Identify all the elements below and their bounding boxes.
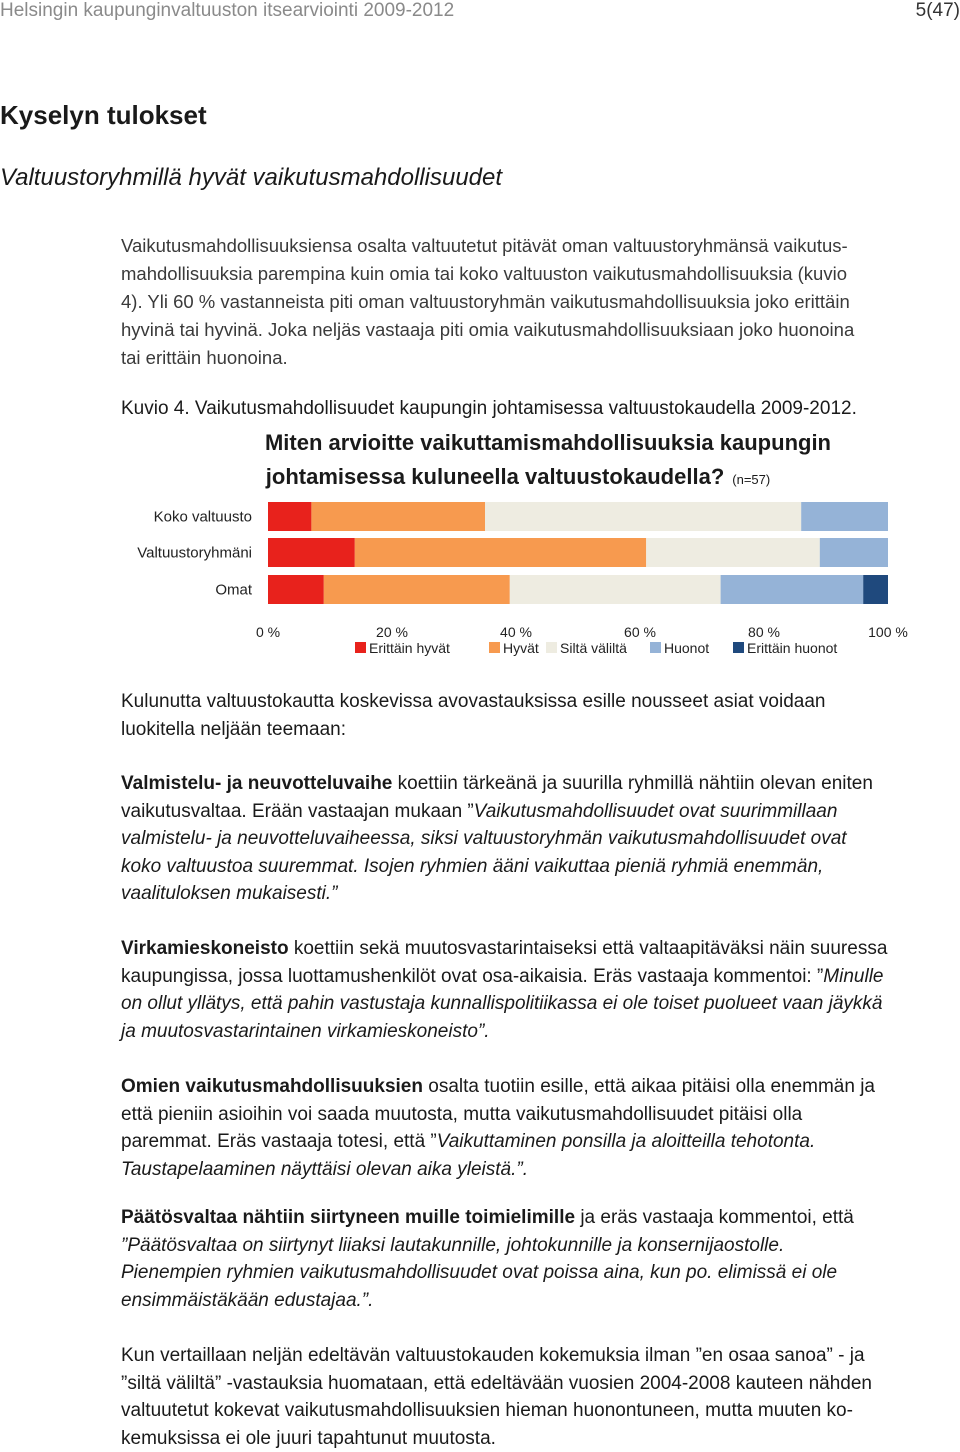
theme-line	[121, 935, 956, 963]
category-label: Omat	[215, 582, 253, 599]
x-tick-label: 80 %	[748, 624, 780, 640]
bar-segment	[268, 538, 355, 567]
legend-swatch	[733, 642, 744, 653]
theme-title: Omien vaikutusmahdollisuuksien	[121, 1076, 423, 1097]
theme-text: ja eräs vastaaja kommentoi, että	[575, 1207, 854, 1228]
category-label: Valtuustoryhmäni	[137, 545, 252, 562]
theme-text: koettiin sekä muutosvastarintaiseksi että valtaapitäväksi näin suuressa	[289, 938, 888, 959]
bars	[268, 502, 888, 604]
theme-title: Virkamieskoneisto	[121, 938, 289, 959]
page-number: 5(47)	[916, 0, 960, 22]
stacked-bar-chart	[0, 420, 960, 670]
x-tick-label: 100 %	[868, 624, 908, 640]
theme-line	[121, 1156, 956, 1184]
x-tick-label: 60 %	[624, 624, 656, 640]
theme-line	[121, 1204, 956, 1232]
closing-paragraph	[121, 1342, 956, 1452]
bar-segment	[311, 502, 485, 531]
closing-line: kemuksissa ei ole juuri tapahtunut muutosta.	[121, 1425, 956, 1452]
theme-quote: koko valtuustoa suuremmat. Isojen ryhmien ääni vaikuttaa pieniä ryhmiä enemmän,	[121, 856, 823, 877]
bar-segment	[721, 575, 864, 604]
subsection-heading: Valtuustoryhmillä hyvät vaikutusmahdollisuudet	[0, 164, 502, 192]
category-labels	[137, 509, 253, 599]
theme-line	[121, 1232, 956, 1260]
x-tick-label: 0 %	[256, 624, 280, 640]
theme-paragraph-4	[121, 1204, 956, 1314]
theme-quote: on ollut yllätys, että pahin vastustaja kunnallispolitiikassa ei ole toiset puolueet vaan jäykkä	[121, 993, 883, 1014]
bar-segment	[268, 502, 311, 531]
theme-paragraph-2	[121, 935, 956, 1045]
answers-intro	[121, 688, 956, 743]
theme-quote: Minulle	[823, 966, 883, 987]
theme-text: vaikutusvaltaa. Erään vastaajan mukaan ”	[121, 801, 474, 822]
theme-quote: valmistelu- ja neuvotteluvaiheessa, siksi valtuustoryhmän vaikutusmahdollisuudet ovat	[121, 828, 847, 849]
section-heading: Kyselyn tulokset	[0, 100, 207, 131]
theme-paragraph-3	[121, 1073, 956, 1183]
bar-segment	[510, 575, 721, 604]
theme-text: koettiin tärkeänä ja suurilla ryhmillä nähtiin olevan eniten	[392, 773, 873, 794]
theme-line	[121, 770, 956, 798]
legend-label: Erittäin hyvät	[369, 640, 450, 656]
intro-line: hyvinä tai hyvinä. Joka neljäs vastaaja piti omia vaikutusmahdollisuuksiaan joko huonoina	[121, 316, 951, 344]
theme-title: Päätösvaltaa nähtiin siirtyneen muille toimielimille	[121, 1207, 575, 1228]
theme-text: että pieniin asioihin voi saada muutosta, mutta vaikutusmahdollisuudet pitäisi olla	[121, 1104, 802, 1125]
theme-quote: ensimmäistäkään edustajaa.”.	[121, 1290, 373, 1311]
theme-text: osalta tuotiin esille, että aikaa pitäisi olla enemmän ja	[423, 1076, 875, 1097]
theme-quote: Vaikutusmahdollisuudet ovat suurimmillaan	[474, 801, 838, 822]
legend-swatch	[489, 642, 500, 653]
closing-line: ”siltä väliltä” -vastauksia huomataan, että edeltävään vuosien 2004-2008 kauteen nähden	[121, 1370, 956, 1398]
legend-label: Erittäin huonot	[747, 640, 837, 656]
chart-title-line1: Miten arvioitte vaikuttamismahdollisuuksia kaupungin	[265, 430, 831, 455]
theme-line	[121, 798, 956, 826]
intro-line: tai erittäin huonoina.	[121, 344, 951, 372]
theme-quote: vaalituloksen mukaisesti.”	[121, 883, 337, 904]
bar-segment	[801, 502, 888, 531]
theme-line	[121, 1287, 956, 1315]
chart-title-line2-text: johtamisessa kuluneella valtuustokaudella?	[265, 464, 725, 489]
bar-segment	[485, 502, 801, 531]
theme-line	[121, 1259, 956, 1287]
theme-line	[121, 1128, 956, 1156]
theme-title: Valmistelu- ja neuvotteluvaihe	[121, 773, 392, 794]
legend-label: Huonot	[664, 640, 709, 656]
closing-line: valtuutetut kokevat vaikutusmahdollisuuksien hieman huonontuneen, mutta muuten ko-	[121, 1397, 956, 1425]
bar-segment	[646, 538, 820, 567]
intro-line: Vaikutusmahdollisuuksiensa osalta valtuutetut pitävät oman valtuustoryhmänsä vaikutus-	[121, 232, 951, 260]
theme-line	[121, 1018, 956, 1046]
theme-quote: ja muutosvastarintainen virkamieskoneisto”.	[121, 1021, 490, 1042]
bar-segment	[820, 538, 888, 567]
intro-line: mahdollisuuksia parempina kuin omia tai koko valtuuston vaikutusmahdollisuuksia (kuvio	[121, 260, 951, 288]
theme-quote: Vaikuttaminen ponsilla ja aloitteilla tehotonta.	[437, 1131, 815, 1152]
figure-caption: Kuvio 4. Vaikutusmahdollisuudet kaupungin johtamisessa valtuustokaudella 2009-2012.	[121, 398, 857, 420]
theme-text: paremmat. Eräs vastaaja totesi, että ”	[121, 1131, 437, 1152]
bar-segment	[863, 575, 888, 604]
theme-paragraph-1	[121, 770, 956, 908]
bar-segment	[324, 575, 510, 604]
answers-intro-line: luokitella neljään teemaan:	[121, 716, 956, 744]
legend-swatch	[355, 642, 366, 653]
theme-line	[121, 963, 956, 991]
theme-line	[121, 990, 956, 1018]
x-axis-ticks	[256, 624, 908, 640]
answers-intro-line: Kulunutta valtuustokautta koskevissa avovastauksissa esille nousseet asiat voidaan	[121, 688, 956, 716]
legend-swatch	[546, 642, 557, 653]
theme-line	[121, 825, 956, 853]
theme-line	[121, 1101, 956, 1129]
category-label: Koko valtuusto	[154, 509, 252, 526]
x-tick-label: 20 %	[376, 624, 408, 640]
intro-line: 4). Yli 60 % vastanneista piti oman valtuustoryhmän vaikutusmahdollisuuksia joko erittäin	[121, 288, 951, 316]
legend-swatch	[650, 642, 661, 653]
bar-segment	[268, 575, 324, 604]
bar-segment	[355, 538, 646, 567]
theme-quote: Pienempien ryhmien vaikutusmahdollisuudet ovat poissa aina, kun po. elimissä ei ole	[121, 1262, 837, 1283]
legend	[355, 640, 837, 656]
closing-line: Kun vertaillaan neljän edeltävän valtuustokauden kokemuksia ilman ”en osaa sanoa” - ja	[121, 1342, 956, 1370]
legend-label: Hyvät	[503, 640, 539, 656]
running-header-title: Helsingin kaupunginvaltuuston itsearviointi 2009-2012	[0, 0, 454, 22]
theme-line	[121, 1073, 956, 1101]
x-tick-label: 40 %	[500, 624, 532, 640]
legend-label: Siltä väliltä	[560, 640, 627, 656]
chart-sample-size: (n=57)	[732, 472, 770, 487]
theme-text: kaupungissa, jossa luottamushenkilöt ovat osa-aikaisia. Eräs vastaaja kommentoi: ”	[121, 966, 823, 987]
theme-quote: Taustapelaaminen näyttäisi olevan aika yleistä.”.	[121, 1159, 528, 1180]
chart-title-line2	[265, 464, 770, 489]
intro-paragraph	[121, 232, 951, 372]
theme-line	[121, 853, 956, 881]
theme-quote: ”Päätösvaltaa on siirtynyt liiaksi lautakunnille, johtokunnille ja konsernijaostolle.	[121, 1235, 784, 1256]
theme-line	[121, 880, 956, 908]
